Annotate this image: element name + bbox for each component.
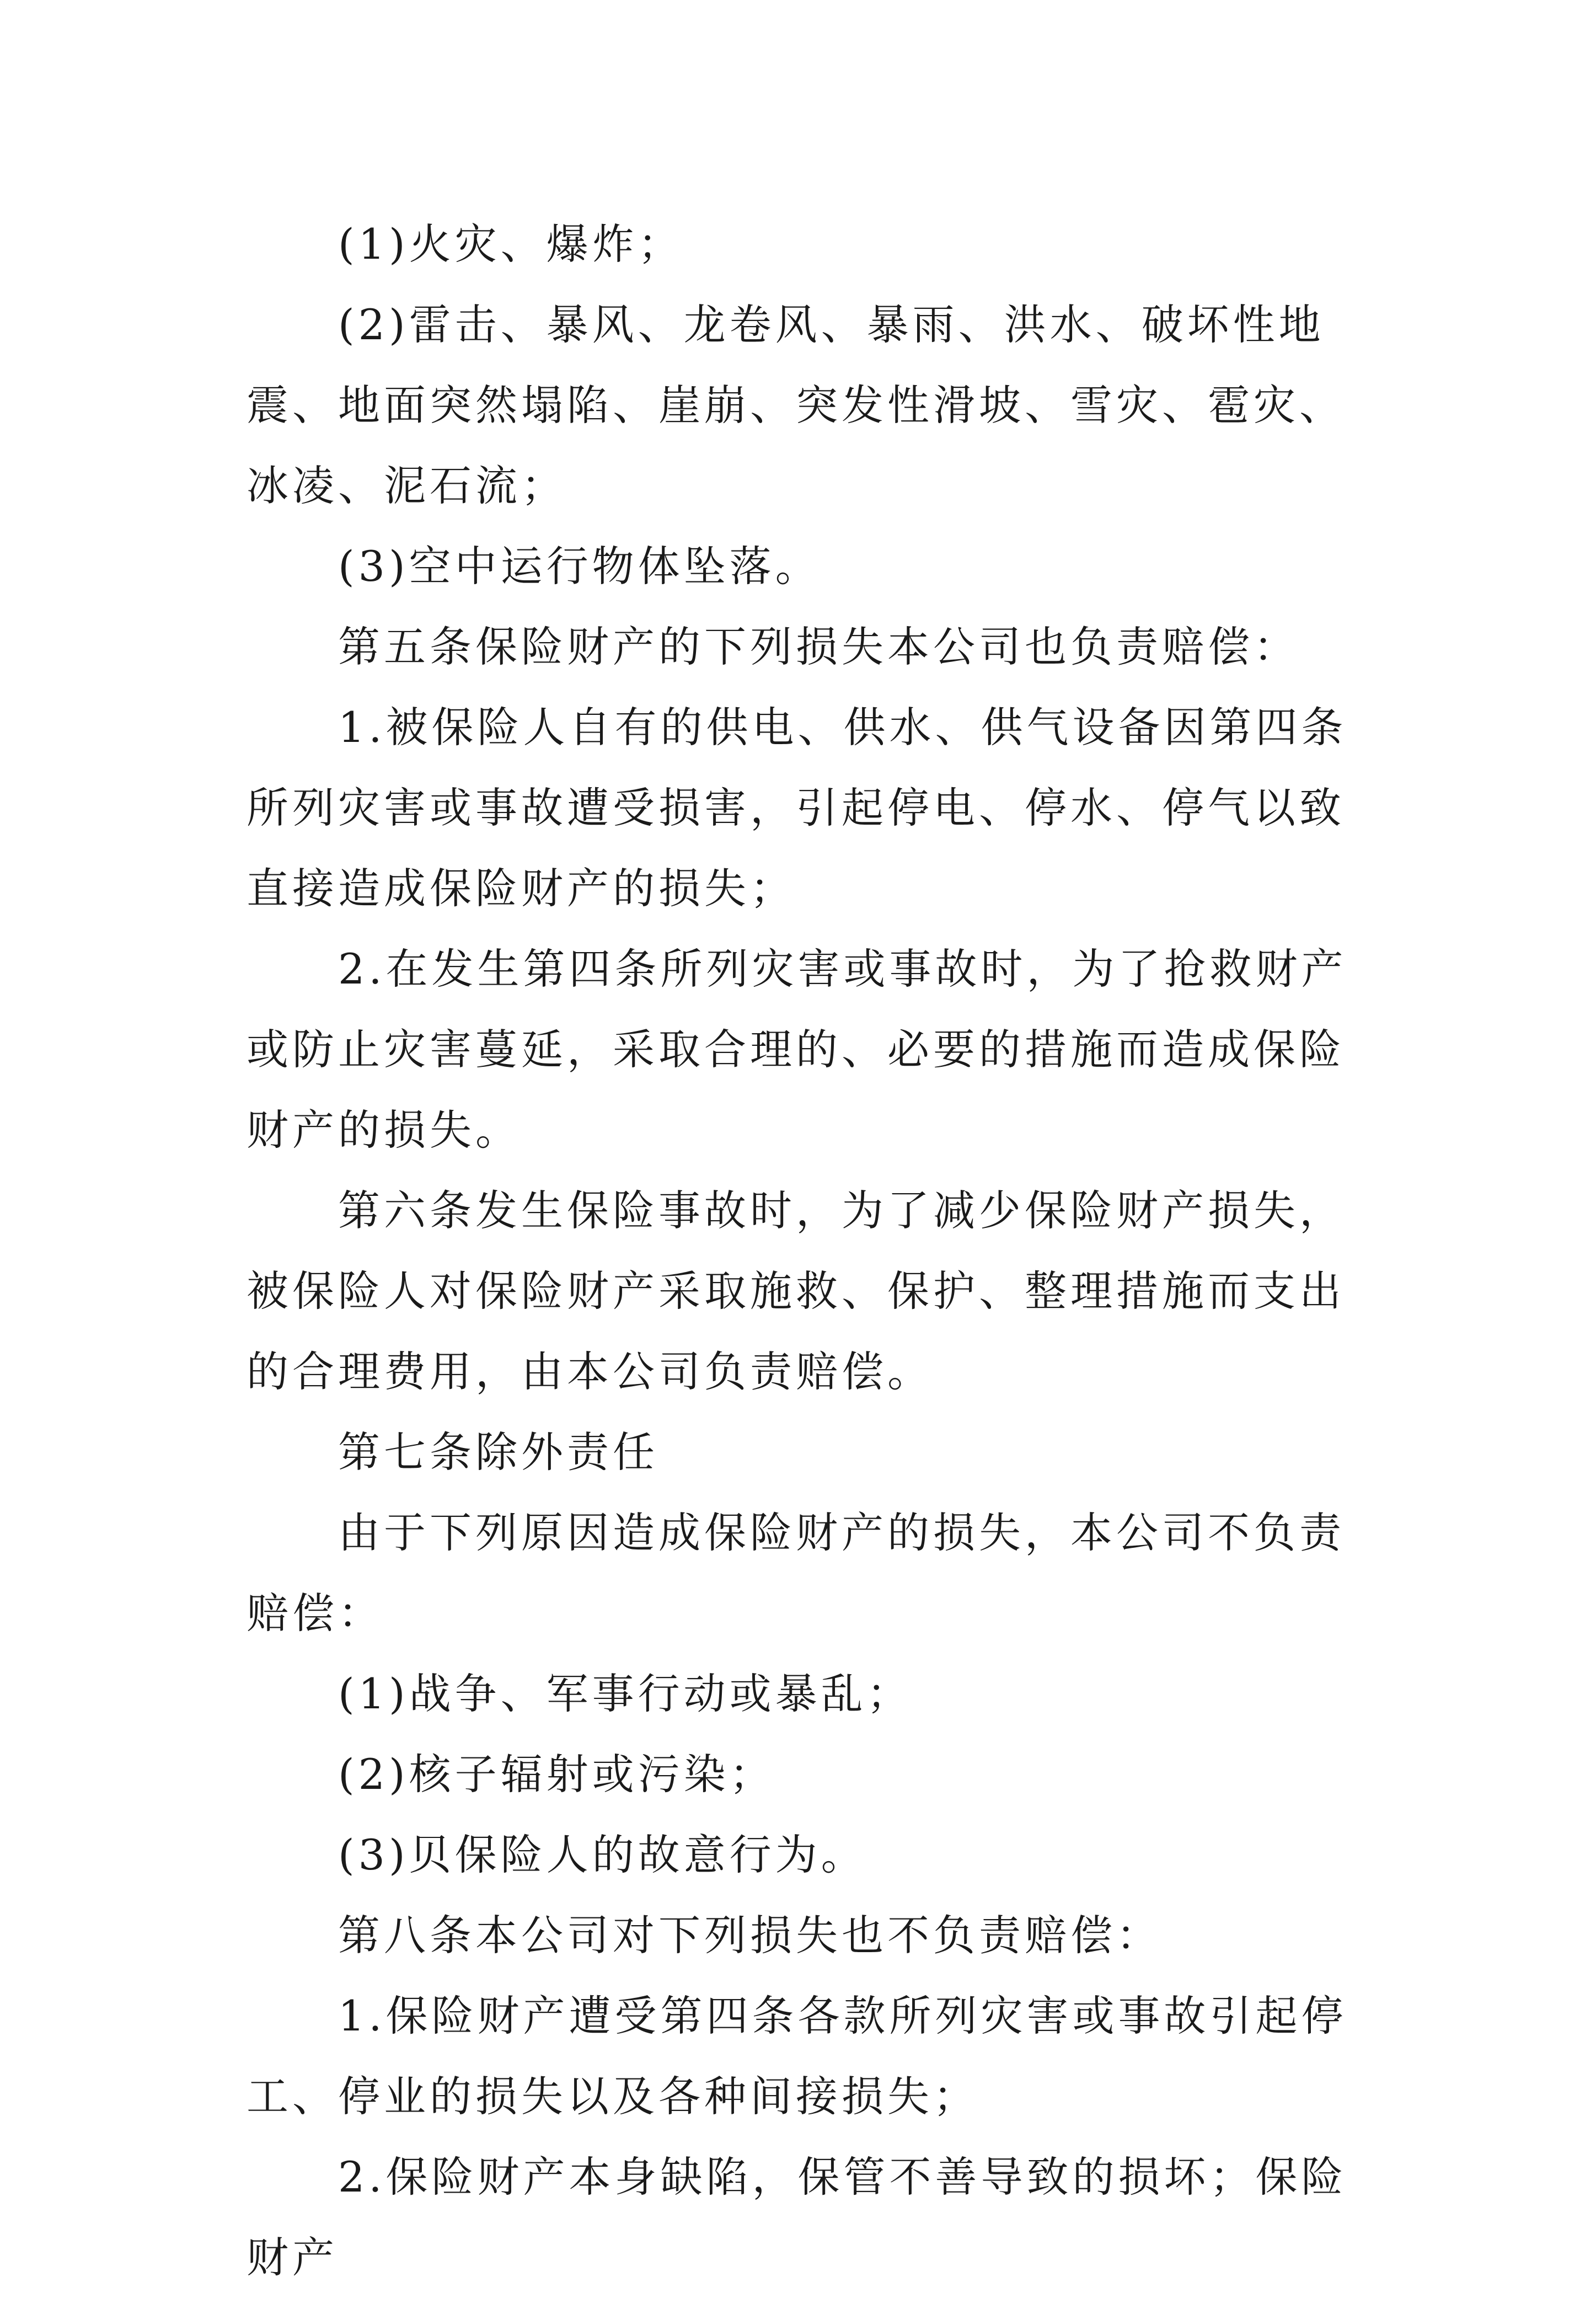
article-8-clause-1: 1.保险财产遭受第四条各款所列灾害或事故引起停工、停业的损失以及各种间接损失； — [247, 1991, 1347, 2121]
article-7-heading: 第七条除外责任 — [338, 1428, 658, 1477]
document-body — [247, 204, 1374, 2298]
article-8-heading: 第八条本公司对下列损失也不负责赔偿： — [338, 1911, 1162, 1960]
exclusion-item-2-nuclear: (2)核子辐射或污染； — [338, 1750, 775, 1799]
exclusion-item-1-war: (1)战争、军事行动或暴乱； — [338, 1669, 913, 1718]
article-5-clause-1: 1.被保险人自有的供电、供水、供气设备因第四条所列灾害或事故遭受损害，引起停电、停水、停气以致直接造成保险财产的损失； — [247, 703, 1347, 913]
article-6: 第六条发生保险事故时，为了减少保险财产损失，被保险人对保险财产采取施救、保护、整理措施而支出的合理费用，由本公司负责赔偿。 — [247, 1186, 1345, 1396]
article-7-intro: 由于下列原因造成保险财产的损失，本公司不负责赔偿： — [247, 1508, 1345, 1638]
paragraph-item-2-natural-disasters: (2)雷击、暴风、龙卷风、暴雨、洪水、破坏性地震、地面突然塌陷、崖崩、突发性滑坡、雪灾、雹灾、冰凌、泥石流； — [247, 300, 1345, 510]
paragraph-item-3-falling-objects: (3)空中运行物体坠落。 — [338, 542, 821, 591]
article-5-heading: 第五条保险财产的下列损失本公司也负责赔偿： — [338, 622, 1299, 671]
exclusion-item-3-intentional-act: (3)贝保险人的故意行为。 — [338, 1830, 867, 1879]
article-5-clause-2: 2.在发生第四条所列灾害或事故时，为了抢救财产或防止灾害蔓延，采取合理的、必要的措施而造成保险财产的损失。 — [247, 944, 1347, 1155]
paragraph-item-1-fire: (1)火灾、爆炸； — [338, 220, 684, 269]
article-8-clause-2: 2.保险财产本身缺陷，保管不善导致的损坏；保险财产 — [247, 2152, 1347, 2282]
